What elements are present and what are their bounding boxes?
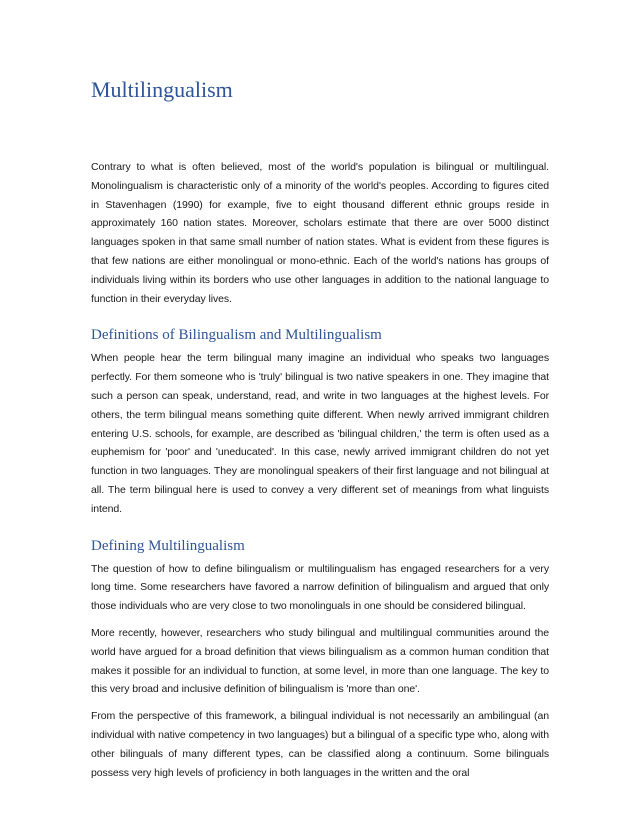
defining-paragraph-3: From the perspective of this framework, a bilingual individual is not necessarily an ambilingual (an individual with native competency in two languages) but a bilingual of a specific type who, along with other bilinguals of many different types, can be classified along a continuum. Some bilinguals possess very high levels of proficiency in both languages in the written and the oral [91,710,549,779]
intro-paragraph: Contrary to what is often believed, most of the world's population is bilingual or multilingual. Monolingualism is characteristic only of a minority of the world's peoples. According to figures cited in Stavenhagen (1990) for example, five to eight thousand different ethnic groups reside in approximately 160 nation states. Moreover, scholars estimate that there are over 5000 distinct languages spoken in that same small number of nation states. What is evident from these figures is that few nations are either monolingual or mono-ethnic. Each of the world's nations has groups of individuals living within its borders who use other languages in addition to the national language to function in their everyday lives. [91,161,549,305]
defining-paragraph-2: More recently, however, researchers who study bilingual and multilingual communities around the world have argued for a broad definition that views bilingualism as a common human condition that makes it possible for an individual to function, at some level, in more than one language. The key to this very broad and inclusive definition of bilingualism is 'more than one'. [91,626,549,696]
defining-paragraph-1: The question of how to define bilingualism or multilingualism has engaged researchers for a very long time. Some researchers have favored a narrow definition of bilingualism and argued that only those individuals who are very close to two monolinguals in one should be considered bilingual. [91,562,549,613]
document-page [91,68,549,782]
section-heading-definitions: Definitions of Bilingualism and Multilingualism [91,327,382,344]
document-title: Multilingualism [91,77,233,102]
definitions-paragraph: When people hear the term bilingual many imagine an individual who speaks two languages perfectly. For them someone who is 'truly' bilingual is two native speakers in one. They imagine that such a person can speak, understand, read, and write in two languages at the highest levels. For others, the term bilingual means something quite different. When newly arrived immigrant children entering U.S. schools, for example, are described as 'bilingual children,' the term is often used as a euphemism for 'poor' and 'uneducated'. In this case, newly arrived immigrant children do not yet function in two languages. They are monolingual speakers of their first language and not bilingual at all. The term bilingual here is used to convey a very different set of meanings from what linguists intend. [91,352,549,515]
section-heading-defining: Defining Multilingualism [91,537,245,554]
